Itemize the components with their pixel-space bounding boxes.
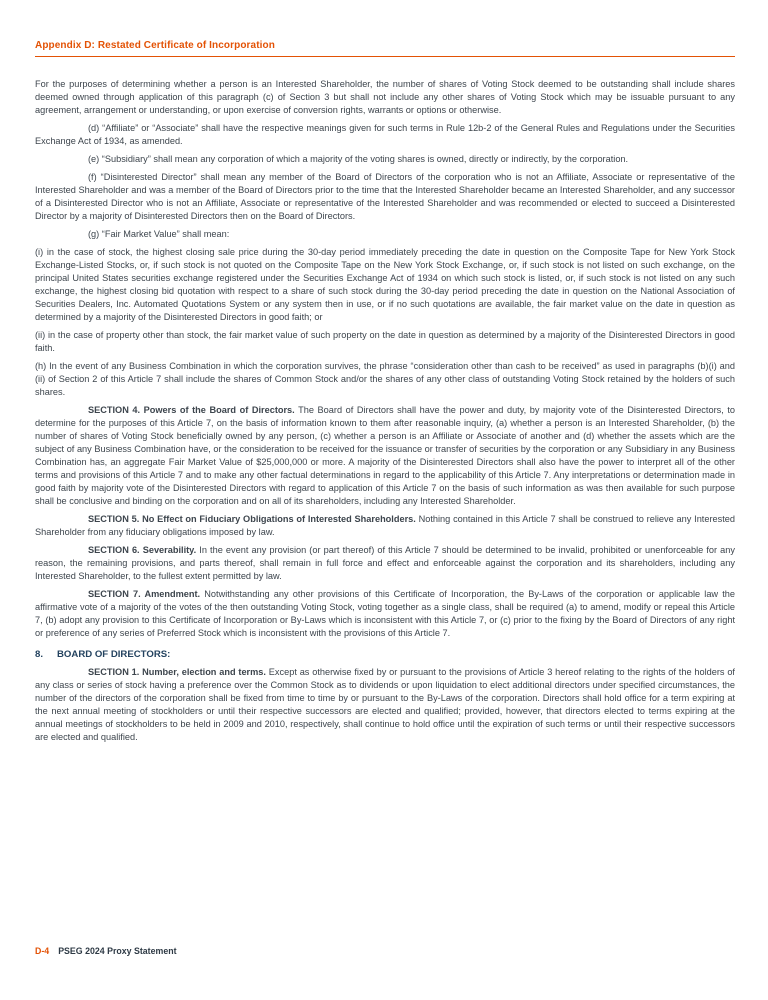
section-6-text: In the event any provision (or part thereof) of this Article 7 should be determined to be invalid, prohibited or unenforceable for any reason, the remaining provisions, and parts thereof, shall remain in full force and effect and enforceable against the corporation and its shareholders, including any Interested Shareholder, to the fullest extent permitted by law. (35, 545, 735, 581)
section-6-heading: SECTION 6. Severability. (88, 545, 197, 555)
paragraph-section-6 (35, 544, 735, 583)
section-5-heading: SECTION 5. No Effect on Fiduciary Obligations of Interested Shareholders. (88, 514, 416, 524)
article-8-title: BOARD OF DIRECTORS: (57, 649, 171, 660)
paragraph-section-7 (35, 588, 735, 640)
paragraph-section-5 (35, 513, 735, 539)
appendix-header: Appendix D: Restated Certificate of Incorporation (35, 40, 735, 57)
footer-doc-title: PSEG 2024 Proxy Statement (58, 946, 177, 956)
page-footer (35, 946, 177, 956)
paragraph-e-subsidiary: (e) “Subsidiary” shall mean any corporation of which a majority of the voting shares is owned, directly or indirectly, by the corporation. (88, 154, 629, 164)
article8-section-1-heading: SECTION 1. Number, election and terms. (88, 667, 266, 677)
paragraph-voting-stock: For the purposes of determining whether a person is an Interested Shareholder, the number of shares of Voting Stock deemed to be outstanding shall include shares deemed owned through application of this paragraph (c) of Section 3 but shall not include any other shares of Voting Stock which may be issuable pursuant to any agreement, arrangement or understanding, or upon exercise of conversion rights, warrants or options or otherwise. (35, 79, 735, 115)
paragraph-g-ii-property: (ii) in the case of property other than stock, the fair market value of such property on the date in question as determined by a majority of the Disinterested Directors in good faith. (35, 330, 735, 353)
section-5-text: Nothing contained in this Article 7 shall be construed to relieve any Interested Shareholder from any fiduciary obligations imposed by law. (35, 514, 735, 537)
article-8-heading (35, 649, 735, 660)
paragraph-h-business-combination: (h) In the event of any Business Combination in which the corporation survives, the phrase “consideration other than cash to be received” as used in paragraphs (b)(i) and (ii) of Section 2 of this Article 7 shall include the shares of Common Stock and/or the shares of any other class of outstanding Voting Stock retained by the holders of such shares. (35, 361, 735, 397)
section-4-text: The Board of Directors shall have the power and duty, by majority vote of the Disinterested Directors, to determine for the purposes of this Article 7, on the basis of information known to them after reasonable inquiry, (a) whether a person is an Interested Shareholder, (b) the number of shares of Voting Stock beneficially owned by any person, (c) whether a person is an Affiliate or Associate of another and (d) whether the assets which are the subject of any Business Combination have, or the consideration to be received for the issuance or transfer of securities by the corporation or any Subsidiary in any Business Combination has, an aggregate Fair Market Value of $25,000,000 or more. A majority of the Disinterested Directors shall also have the power to interpret all of the other terms and provisions of this Article 7 and to make any other factual determinations in regard to the applicability of this Article 7. Any interpretations or determination made in good faith by majority vote of the Disinterested Directors with regard to application of this Article 7 on the basis of such information as was then available for such purpose shall be conclusive and binding on the corporation and on all of its shareholders, including any Interested Shareholder. (35, 405, 736, 506)
paragraph-d-affiliate: (d) “Affiliate” or “Associate” shall have the respective meanings given for such terms in Rule 12b-2 of the General Rules and Regulations under the Securities Exchange Act of 1934, as amended. (35, 123, 735, 146)
article-8-number: 8. (35, 649, 44, 660)
document-body (35, 78, 735, 744)
section-7-heading: SECTION 7. Amendment. (88, 589, 201, 599)
paragraph-g-fair-market-value: (g) “Fair Market Value” shall mean: (88, 229, 230, 239)
paragraph-article8-section-1 (35, 666, 735, 744)
paragraph-f-disinterested-director: (f) “Disinterested Director” shall mean any member of the Board of Directors of the corporation who is not an Affiliate, Associate or representative of the Interested Shareholder and was a member of the Board of Directors prior to the time that the Interested Shareholder became an Interested Shareholder, and any successor of a Disinterested Director who is not an Affiliate, Associate or representative of the Interested Shareholder and was recommended or elected to succeed a Disinterested Director by a majority of Disinterested Directors then on the Board of Directors. (35, 172, 735, 221)
paragraph-g-i-stock: (i) in the case of stock, the highest closing sale price during the 30-day period immediately preceding the date in question on the Composite Tape for New York Stock Exchange-Listed Stocks, or, if such stock is not quoted on the Composite Tape on the New York Stock Exchange, or, if such stock is not listed on such exchange, on the principal United States securities exchange registered under the Securities Exchange Act of 1934 on which such stock is listed, or, if such stock is not listed on any such exchange, the highest closing bid quotation with respect to a share of such stock during the 30-day period preceding the date in question on the National Association of Securities Dealers, Inc. Automated Quotations System or any system then in use, or if no such quotations are available, the fair market value on the date in question as determined by a majority of the Disinterested Directors in good faith; or (35, 247, 735, 322)
article8-section-1-text: Except as otherwise fixed by or pursuant to the provisions of Article 3 hereof relating to the rights of the holders of any class or series of stock having a preference over the Common Stock as to dividends or upon liquidation to elect additional directors under specified circumstances, the number of the directors of the corporation shall be fixed from time to time by or pursuant to the By-Laws of the corporation. Directors shall hold office for a term expiring at the next annual meeting of stockholders or until their respective successors are elected and qualified; provided, however, that directors elected to terms expiring at the annual meetings of stockholders to be held in 2009 and 2010, respectively, shall continue to hold office until the expiration of such terms or until their respective successors are elected and qualified. (35, 667, 735, 742)
paragraph-section-4 (35, 404, 735, 508)
footer-page-number: D-4 (35, 946, 50, 956)
section-4-heading: SECTION 4. Powers of the Board of Directors. (88, 405, 295, 415)
section-7-text: Notwithstanding any other provisions of this Certificate of Incorporation, the By-Laws of the corporation or applicable law the affirmative vote of a majority of the votes of the then outstanding Voting Stock, voting together as a single class, shall be required (a) to amend, modify or repeal this Article 7, (b) adopt any provision to this Certificate of Incorporation or By-Laws which is inconsistent with this Article 7, or (c) prior to the fixing by the Board of Directors of any right or preference of any series of Preferred Stock which is inconsistent with the provisions of this Article 7. (35, 589, 735, 638)
